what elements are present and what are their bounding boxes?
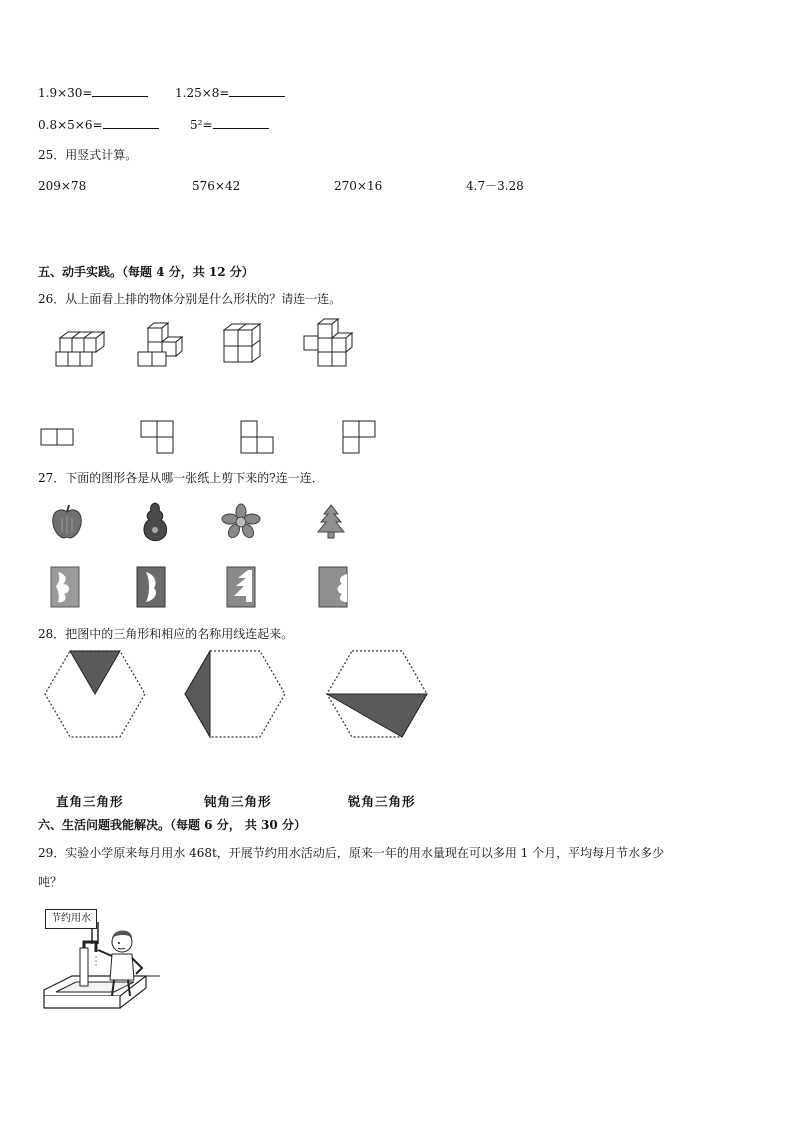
flower-icon[interactable] xyxy=(222,504,260,538)
q28-title: 28．把图中的三角形和相应的名称用线连起来。 xyxy=(38,627,294,641)
gourd-icon[interactable] xyxy=(140,502,170,542)
q29-text-line-2: 吨？ xyxy=(38,875,63,889)
paper-cutout-2[interactable] xyxy=(136,566,168,608)
oral-expression: 1.9×30= xyxy=(38,86,93,100)
label-right-triangle[interactable]: 直角三角形 xyxy=(56,794,124,809)
tree-icon[interactable] xyxy=(316,504,346,540)
cube-figure-3[interactable] xyxy=(222,322,274,370)
paper-cutout-4[interactable] xyxy=(318,566,350,608)
section-5-title: 五、动手实践。（每题 4 分，共 12 分） xyxy=(38,265,254,279)
paper-cutout-3[interactable] xyxy=(226,566,258,608)
water-saving-sign: 节约用水 xyxy=(45,909,97,929)
answer-blank[interactable] xyxy=(103,116,159,129)
q26-title: 26．从上面看上排的物体分别是什么形状的？请连一连。 xyxy=(38,292,342,306)
top-view-1[interactable] xyxy=(40,428,76,446)
paper-cutout-1[interactable] xyxy=(50,566,82,608)
oral-item-3 xyxy=(38,116,159,133)
oral-expression: 0.8×5×6= xyxy=(38,118,103,132)
hexagon-figure-1[interactable] xyxy=(44,650,146,738)
top-view-3[interactable] xyxy=(240,420,276,454)
answer-blank[interactable] xyxy=(213,116,269,129)
oral-item-1 xyxy=(38,84,148,101)
vertical-calc-expr: 270×16 xyxy=(334,179,383,193)
q29-text-line-1: 29．实验小学原来每月用水 468t，开展节约用水活动后，原来一年的用水量现在可以多用 1 个月，平均每月节水多少 xyxy=(38,846,665,860)
cube-figure-4[interactable] xyxy=(300,318,358,370)
oral-item-2 xyxy=(175,84,285,101)
vertical-calc-expr: 209×78 xyxy=(38,179,87,193)
oral-item-4 xyxy=(190,116,269,133)
q27-title: 27．下面的图形各是从哪一张纸上剪下来的?连一连． xyxy=(38,471,324,485)
apple-icon[interactable] xyxy=(50,504,84,540)
answer-blank[interactable] xyxy=(92,84,148,97)
hexagon-figure-2[interactable] xyxy=(184,650,286,738)
label-acute-triangle[interactable]: 锐角三角形 xyxy=(348,794,416,809)
vertical-calc-expr: 4.7－3.28 xyxy=(466,179,524,193)
top-view-2[interactable] xyxy=(140,420,176,454)
section-6-title: 六、生活问题我能解决。（每题 6 分， 共 30 分） xyxy=(38,818,306,832)
cube-figure-2[interactable] xyxy=(136,322,188,370)
label-obtuse-triangle[interactable]: 钝角三角形 xyxy=(204,794,272,809)
answer-blank[interactable] xyxy=(229,84,285,97)
oral-expression: 5²= xyxy=(190,118,213,132)
top-view-4[interactable] xyxy=(342,420,378,454)
oral-expression: 1.25×8= xyxy=(175,86,230,100)
vertical-calc-expr: 576×42 xyxy=(192,179,241,193)
cube-figure-1[interactable] xyxy=(52,330,104,370)
q25-title: 25．用竖式计算。 xyxy=(38,148,138,162)
hexagon-figure-3[interactable] xyxy=(326,650,428,738)
